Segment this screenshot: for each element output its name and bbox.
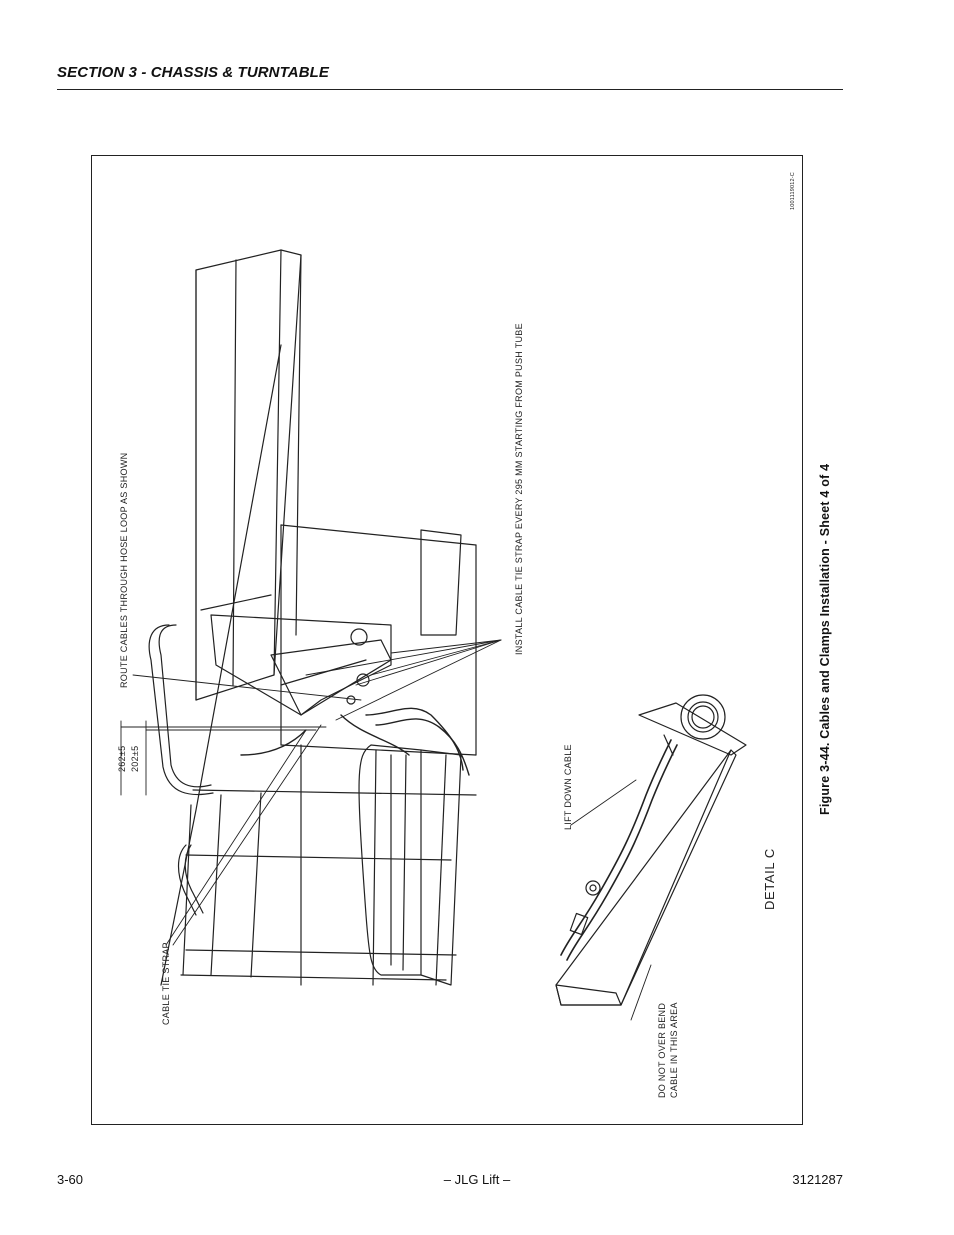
- label-detail-c: DETAIL C: [762, 848, 777, 910]
- label-do-not-over-bend-1: DO NOT OVER BEND: [657, 1002, 667, 1098]
- platform-cage: [149, 345, 476, 985]
- leader-lines: [121, 640, 651, 1020]
- assembly-drawing: [91, 155, 803, 1125]
- label-cable-tie-strap: CABLE TIE STRAP: [161, 942, 171, 1025]
- hose-loop: [241, 708, 469, 775]
- document-number: 3121287: [792, 1172, 843, 1187]
- figure-caption: Figure 3-44. Cables and Clamps Installation - Sheet 4 of 4: [818, 463, 832, 815]
- dimension-262: 262±5: [117, 745, 127, 772]
- page-number: 3-60: [57, 1172, 84, 1187]
- drawing-number: 1001119012-C: [790, 172, 796, 210]
- label-do-not-over-bend-2: CABLE IN THIS AREA: [669, 1002, 679, 1098]
- label-lift-down-cable: LIFT DOWN CABLE: [563, 744, 573, 830]
- label-install-cable-tie-strap: INSTALL CABLE TIE STRAP EVERY 295 MM STARTING FROM PUSH TUBE: [514, 323, 524, 655]
- publisher: – JLG Lift –: [443, 1172, 511, 1187]
- header-rule: [57, 89, 843, 90]
- boom-tube: [196, 250, 301, 700]
- dimension-202: 202±5: [130, 745, 140, 772]
- label-route-cables: ROUTE CABLES THROUGH HOSE LOOP AS SHOWN: [119, 452, 129, 688]
- detail-c-inset: [556, 695, 746, 1005]
- section-title: SECTION 3 - CHASSIS & TURNTABLE: [57, 64, 330, 81]
